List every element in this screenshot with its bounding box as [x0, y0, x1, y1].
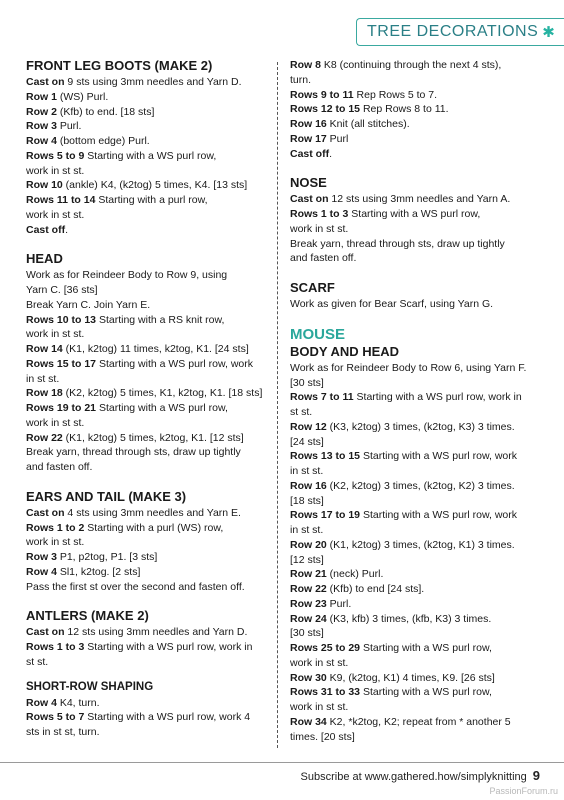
instruction-text: Work as for Reindeer Body to Row 9, using [26, 269, 228, 282]
instruction-line [290, 420, 538, 435]
instruction-line [290, 494, 538, 509]
instruction-text: (bottom edge) Purl. [56, 135, 150, 147]
instruction-label: Rows 7 to 11 [290, 391, 354, 404]
instruction-text: Break yarn, thread through sts, draw up tightly [290, 237, 505, 250]
instruction-line [26, 655, 266, 670]
instruction-label: Row 14 [26, 343, 63, 355]
instruction-text: [12 sts] [290, 553, 324, 566]
instruction-label: Rows 12 to 15 [290, 103, 361, 116]
instruction-label: Rows 1 to 3 [26, 641, 85, 653]
section-heading: EARS AND TAIL (MAKE 3) [26, 488, 187, 504]
instruction-line [290, 612, 538, 627]
instruction-text: [30 sts] [290, 627, 324, 640]
instruction-line [26, 416, 266, 431]
instruction-line [26, 134, 266, 149]
instruction-label: Row 23 [290, 597, 327, 610]
instruction-line [290, 207, 538, 222]
instruction-line [290, 479, 538, 494]
instruction-text: work in st st. [26, 536, 85, 549]
instruction-line [26, 223, 266, 238]
instruction-label: Rows 1 to 3 [290, 208, 349, 220]
instruction-text: times. [20 sts] [290, 730, 355, 743]
instruction-label: Rows 11 to 14 [26, 194, 96, 206]
instruction-line [26, 565, 266, 580]
instruction-label: Row 1 [26, 90, 57, 103]
instruction-label: Row 17 [290, 132, 327, 145]
instruction-line [290, 656, 538, 671]
instruction-line [290, 376, 538, 391]
instruction-line [290, 435, 538, 450]
instruction-label: Rows 19 to 21 [26, 402, 97, 414]
instruction-text: Starting with a purl row, [95, 194, 208, 206]
instruction-text: (K2, k2tog) 5 times, K1, k2tog, K1. [18 sts] [62, 387, 263, 400]
section-heading: NOSE [290, 175, 327, 191]
instruction-label: Cast on [26, 626, 65, 639]
instruction-label: Rows 17 to 19 [290, 509, 361, 522]
instruction-text: Starting with a WS purl row, work [360, 509, 517, 522]
instruction-label: Row 4 [26, 565, 57, 578]
instruction-line [26, 208, 266, 223]
instruction-line [290, 251, 538, 266]
instruction-text: (K3, k2tog) 3 times, (k2tog, K3) 3 times. [326, 420, 515, 433]
right-column [290, 58, 538, 758]
instruction-text: K4, turn. [56, 696, 100, 709]
instruction-line [26, 725, 266, 740]
instruction-text: Starting with a WS purl row, work [96, 357, 253, 370]
pattern-section [26, 489, 266, 595]
instruction-label: Row 34 [290, 715, 327, 728]
section-heading: SCARF [290, 280, 335, 295]
instruction-line [26, 625, 266, 640]
instruction-line [290, 553, 538, 568]
instruction-line [290, 730, 538, 745]
instruction-line [26, 506, 266, 521]
instruction-text: 12 sts using 3mm needles and Yarn D. [64, 626, 248, 639]
left-column [26, 58, 266, 754]
instruction-label: Rows 13 to 15 [290, 450, 361, 463]
instruction-text: Rep Rows 8 to 11. [360, 103, 449, 116]
instruction-line [290, 361, 538, 376]
instruction-text: Starting with a WS purl row, [96, 402, 228, 414]
section-title: TREE DECORATIONS [367, 23, 539, 40]
instruction-text: work in st st. [26, 328, 85, 341]
instruction-line [26, 710, 266, 725]
instruction-line [26, 521, 266, 536]
instruction-line [26, 105, 266, 120]
subscribe-link[interactable]: Subscribe at www.gathered.how/simplyknitting [300, 771, 527, 783]
section-header-tab [356, 18, 564, 46]
instruction-label: Row 12 [290, 420, 327, 433]
instruction-label: Row 4 [26, 696, 57, 709]
instruction-text: in st st. [290, 465, 324, 477]
instruction-line [290, 715, 538, 730]
subsection-heading: SHORT-ROW SHAPING [26, 680, 154, 693]
instruction-text: Starting with a WS purl row, [348, 208, 481, 220]
section-heading: ANTLERS (MAKE 2) [26, 608, 149, 624]
pattern-section [26, 58, 266, 237]
instruction-text: 4 sts using 3mm needles and Yarn E. [64, 506, 241, 519]
instruction-text: Starting with a WS purl row, work in [84, 641, 253, 653]
instruction-text: work in st st. [290, 701, 349, 713]
page-number: 9 [532, 768, 540, 783]
instruction-text: (K3, kfb) 3 times, (kfb, K3) 3 times. [326, 612, 492, 625]
instruction-label: Row 22 [26, 431, 63, 444]
instruction-text: Pass the first st over the second and fasten off. [26, 580, 245, 593]
instruction-line [290, 58, 538, 73]
watermark: PassionForum.ru [489, 786, 558, 796]
instruction-line [26, 386, 266, 401]
pattern-section [290, 280, 538, 312]
instruction-text: (K2, k2tog) 3 times, (k2tog, K2) 3 times. [326, 479, 515, 492]
instruction-text: . [65, 223, 69, 236]
instruction-line [290, 192, 538, 207]
instruction-label: Rows 5 to 7 [26, 711, 85, 724]
instruction-label: Cast on [26, 506, 65, 519]
instruction-text: Starting with a WS purl row, [360, 642, 492, 654]
footer-rule [0, 762, 564, 763]
pattern-section [26, 608, 266, 740]
instruction-line [26, 640, 266, 655]
instruction-line [26, 149, 266, 164]
instruction-text: Starting with a RS knit row, [96, 313, 225, 326]
instruction-label: Row 24 [290, 612, 327, 625]
section-heading: BODY AND HEAD [290, 343, 400, 359]
instruction-text: 9 sts using 3mm needles and Yarn D. [64, 76, 242, 88]
instruction-label: Row 3 [26, 551, 57, 563]
instruction-text: st st. [290, 406, 313, 418]
instruction-line [26, 550, 266, 565]
instruction-text: Yarn C. [36 sts] [26, 284, 98, 296]
instruction-line [290, 297, 538, 312]
section-heading: FRONT LEG BOOTS (MAKE 2) [26, 58, 213, 73]
instruction-line [26, 268, 266, 283]
instruction-line [26, 193, 266, 208]
instruction-line [26, 535, 266, 550]
instruction-label: Row 10 [26, 179, 63, 192]
instruction-label: Row 21 [290, 568, 327, 581]
instruction-text: Purl [326, 132, 349, 145]
instruction-text: in st st. [26, 372, 60, 385]
instruction-label: Row 2 [26, 105, 57, 118]
instruction-text: 12 sts using 3mm needles and Yarn A. [328, 193, 511, 206]
instruction-label: Cast off [26, 223, 66, 236]
instruction-line [26, 445, 266, 460]
instruction-text: . [329, 147, 333, 160]
instruction-text: [24 sts] [290, 435, 324, 448]
instruction-label: Row 8 [290, 59, 321, 71]
instruction-text: work in st st. [290, 656, 349, 669]
instruction-label: Row 30 [290, 671, 327, 684]
instruction-text: K2, *k2tog, K2; repeat from * another 5 [326, 715, 511, 728]
instruction-line [290, 567, 538, 582]
footer [301, 768, 540, 783]
instruction-label: Rows 9 to 11 [290, 88, 354, 101]
instruction-text: [18 sts] [290, 494, 324, 507]
instruction-text: Starting with a WS purl row, work in [353, 391, 522, 404]
instruction-text: and fasten off. [290, 252, 357, 265]
instruction-text: Starting with a WS purl row, [360, 686, 492, 699]
instruction-line [290, 102, 538, 117]
instruction-line [290, 132, 538, 147]
instruction-text: (Kfb) to end [24 sts]. [326, 583, 425, 595]
instruction-text: (K1, k2tog) 11 times, k2tog, K1. [24 sts] [62, 343, 249, 355]
instruction-text: (ankle) K4, (k2tog) 5 times, K4. [13 sts] [62, 179, 248, 192]
instruction-text: Break yarn, thread through sts, draw up tightly [26, 446, 241, 459]
instruction-line [290, 390, 538, 405]
instruction-label: Rows 25 to 29 [290, 642, 361, 654]
instruction-line [290, 700, 538, 715]
instruction-label: Row 20 [290, 538, 327, 551]
instruction-line [290, 523, 538, 538]
instruction-text: Work as for Reindeer Body to Row 6, using Yarn F. [290, 361, 527, 374]
instruction-line [290, 538, 538, 553]
instruction-line [26, 431, 266, 446]
instruction-line [290, 464, 538, 479]
instruction-text: [30 sts] [290, 376, 324, 389]
instruction-label: Row 18 [26, 387, 63, 400]
instruction-line [26, 178, 266, 193]
instruction-line [26, 298, 266, 313]
instruction-text: st st. [26, 655, 49, 668]
instruction-line [290, 685, 538, 700]
pattern-section [290, 344, 538, 745]
instruction-label: Rows 5 to 9 [26, 149, 85, 162]
instruction-text: Starting with a purl (WS) row, [84, 521, 224, 534]
instruction-text: work in st st. [26, 164, 85, 177]
instruction-text: (K1, k2tog) 3 times, (k2tog, K1) 3 times. [326, 538, 515, 551]
instruction-text: K8 (continuing through the next 4 sts), [320, 59, 502, 71]
instruction-line [290, 73, 538, 88]
instruction-line [290, 449, 538, 464]
instruction-label: Rows 1 to 2 [26, 521, 85, 534]
instruction-text: Starting with a WS purl row, [84, 149, 217, 162]
instruction-label: Cast off [290, 147, 330, 160]
instruction-text: Sl1, k2tog. [2 sts] [56, 565, 141, 578]
instruction-text: work in st st. [290, 222, 349, 235]
instruction-label: Rows 15 to 17 [26, 357, 97, 370]
instruction-label: Cast on [26, 76, 65, 88]
instruction-line [290, 88, 538, 103]
instruction-text: Work as given for Bear Scarf, using Yarn G. [290, 298, 494, 310]
instruction-line [290, 222, 538, 237]
instruction-text: turn. [290, 73, 312, 86]
instruction-text: and fasten off. [26, 461, 93, 473]
star-icon: ✱ [542, 24, 555, 41]
instruction-text: Knit (all stitches). [326, 118, 410, 130]
instruction-line [26, 580, 266, 595]
instruction-line [26, 357, 266, 372]
instruction-line [290, 147, 538, 162]
instruction-line [26, 313, 266, 328]
instruction-text: (neck) Purl. [326, 568, 384, 581]
instruction-label: Rows 10 to 13 [26, 313, 97, 326]
instruction-text: K9, (k2tog, K1) 4 times, K9. [26 sts] [326, 671, 495, 684]
instruction-line [26, 90, 266, 105]
instruction-label: Row 16 [290, 118, 327, 130]
instruction-text: in st st. [290, 524, 324, 536]
instruction-label: Cast on [290, 193, 329, 206]
instruction-text: work in st st. [26, 208, 85, 221]
instruction-text: Starting with a WS purl row, work 4 [84, 711, 251, 724]
pattern-section [290, 58, 538, 161]
mouse-title: MOUSE [290, 325, 346, 343]
pattern-section [26, 251, 266, 475]
column-divider [277, 62, 278, 748]
instruction-text: Break Yarn C. Join Yarn E. [26, 298, 151, 311]
instruction-text: Rep Rows 5 to 7. [353, 88, 438, 101]
instruction-line [26, 119, 266, 134]
instruction-label: Row 4 [26, 135, 57, 147]
instruction-line [26, 75, 266, 90]
instruction-line [26, 696, 266, 711]
instruction-text: Purl. [326, 597, 352, 610]
instruction-text: Starting with a WS purl row, work [360, 450, 517, 463]
instruction-line [290, 117, 538, 132]
instruction-text: (K1, k2tog) 5 times, k2tog, K1. [12 sts] [62, 431, 244, 444]
instruction-line [26, 342, 266, 357]
instruction-line [290, 405, 538, 420]
instruction-line [290, 641, 538, 656]
instruction-label: Row 3 [26, 120, 57, 133]
instruction-line [290, 626, 538, 641]
instruction-line [290, 597, 538, 612]
instruction-line [26, 460, 266, 475]
pattern-section [290, 175, 538, 266]
instruction-line [26, 283, 266, 298]
instruction-text: sts in st st, turn. [26, 726, 100, 738]
instruction-line [290, 671, 538, 686]
instruction-line [26, 372, 266, 387]
instruction-line [26, 327, 266, 342]
instruction-text: work in st st. [26, 416, 85, 429]
instruction-line [26, 401, 266, 416]
instruction-text: P1, p2tog, P1. [3 sts] [56, 551, 158, 563]
instruction-line [290, 237, 538, 252]
instruction-text: (WS) Purl. [56, 90, 109, 103]
instruction-text: (Kfb) to end. [18 sts] [56, 105, 155, 118]
instruction-line [290, 508, 538, 523]
instruction-label: Row 22 [290, 583, 327, 595]
instruction-label: Row 16 [290, 479, 327, 492]
instruction-text: Purl. [56, 120, 82, 133]
section-heading: HEAD [26, 251, 63, 267]
instruction-line [26, 164, 266, 179]
instruction-label: Rows 31 to 33 [290, 686, 361, 699]
instruction-line [290, 582, 538, 597]
